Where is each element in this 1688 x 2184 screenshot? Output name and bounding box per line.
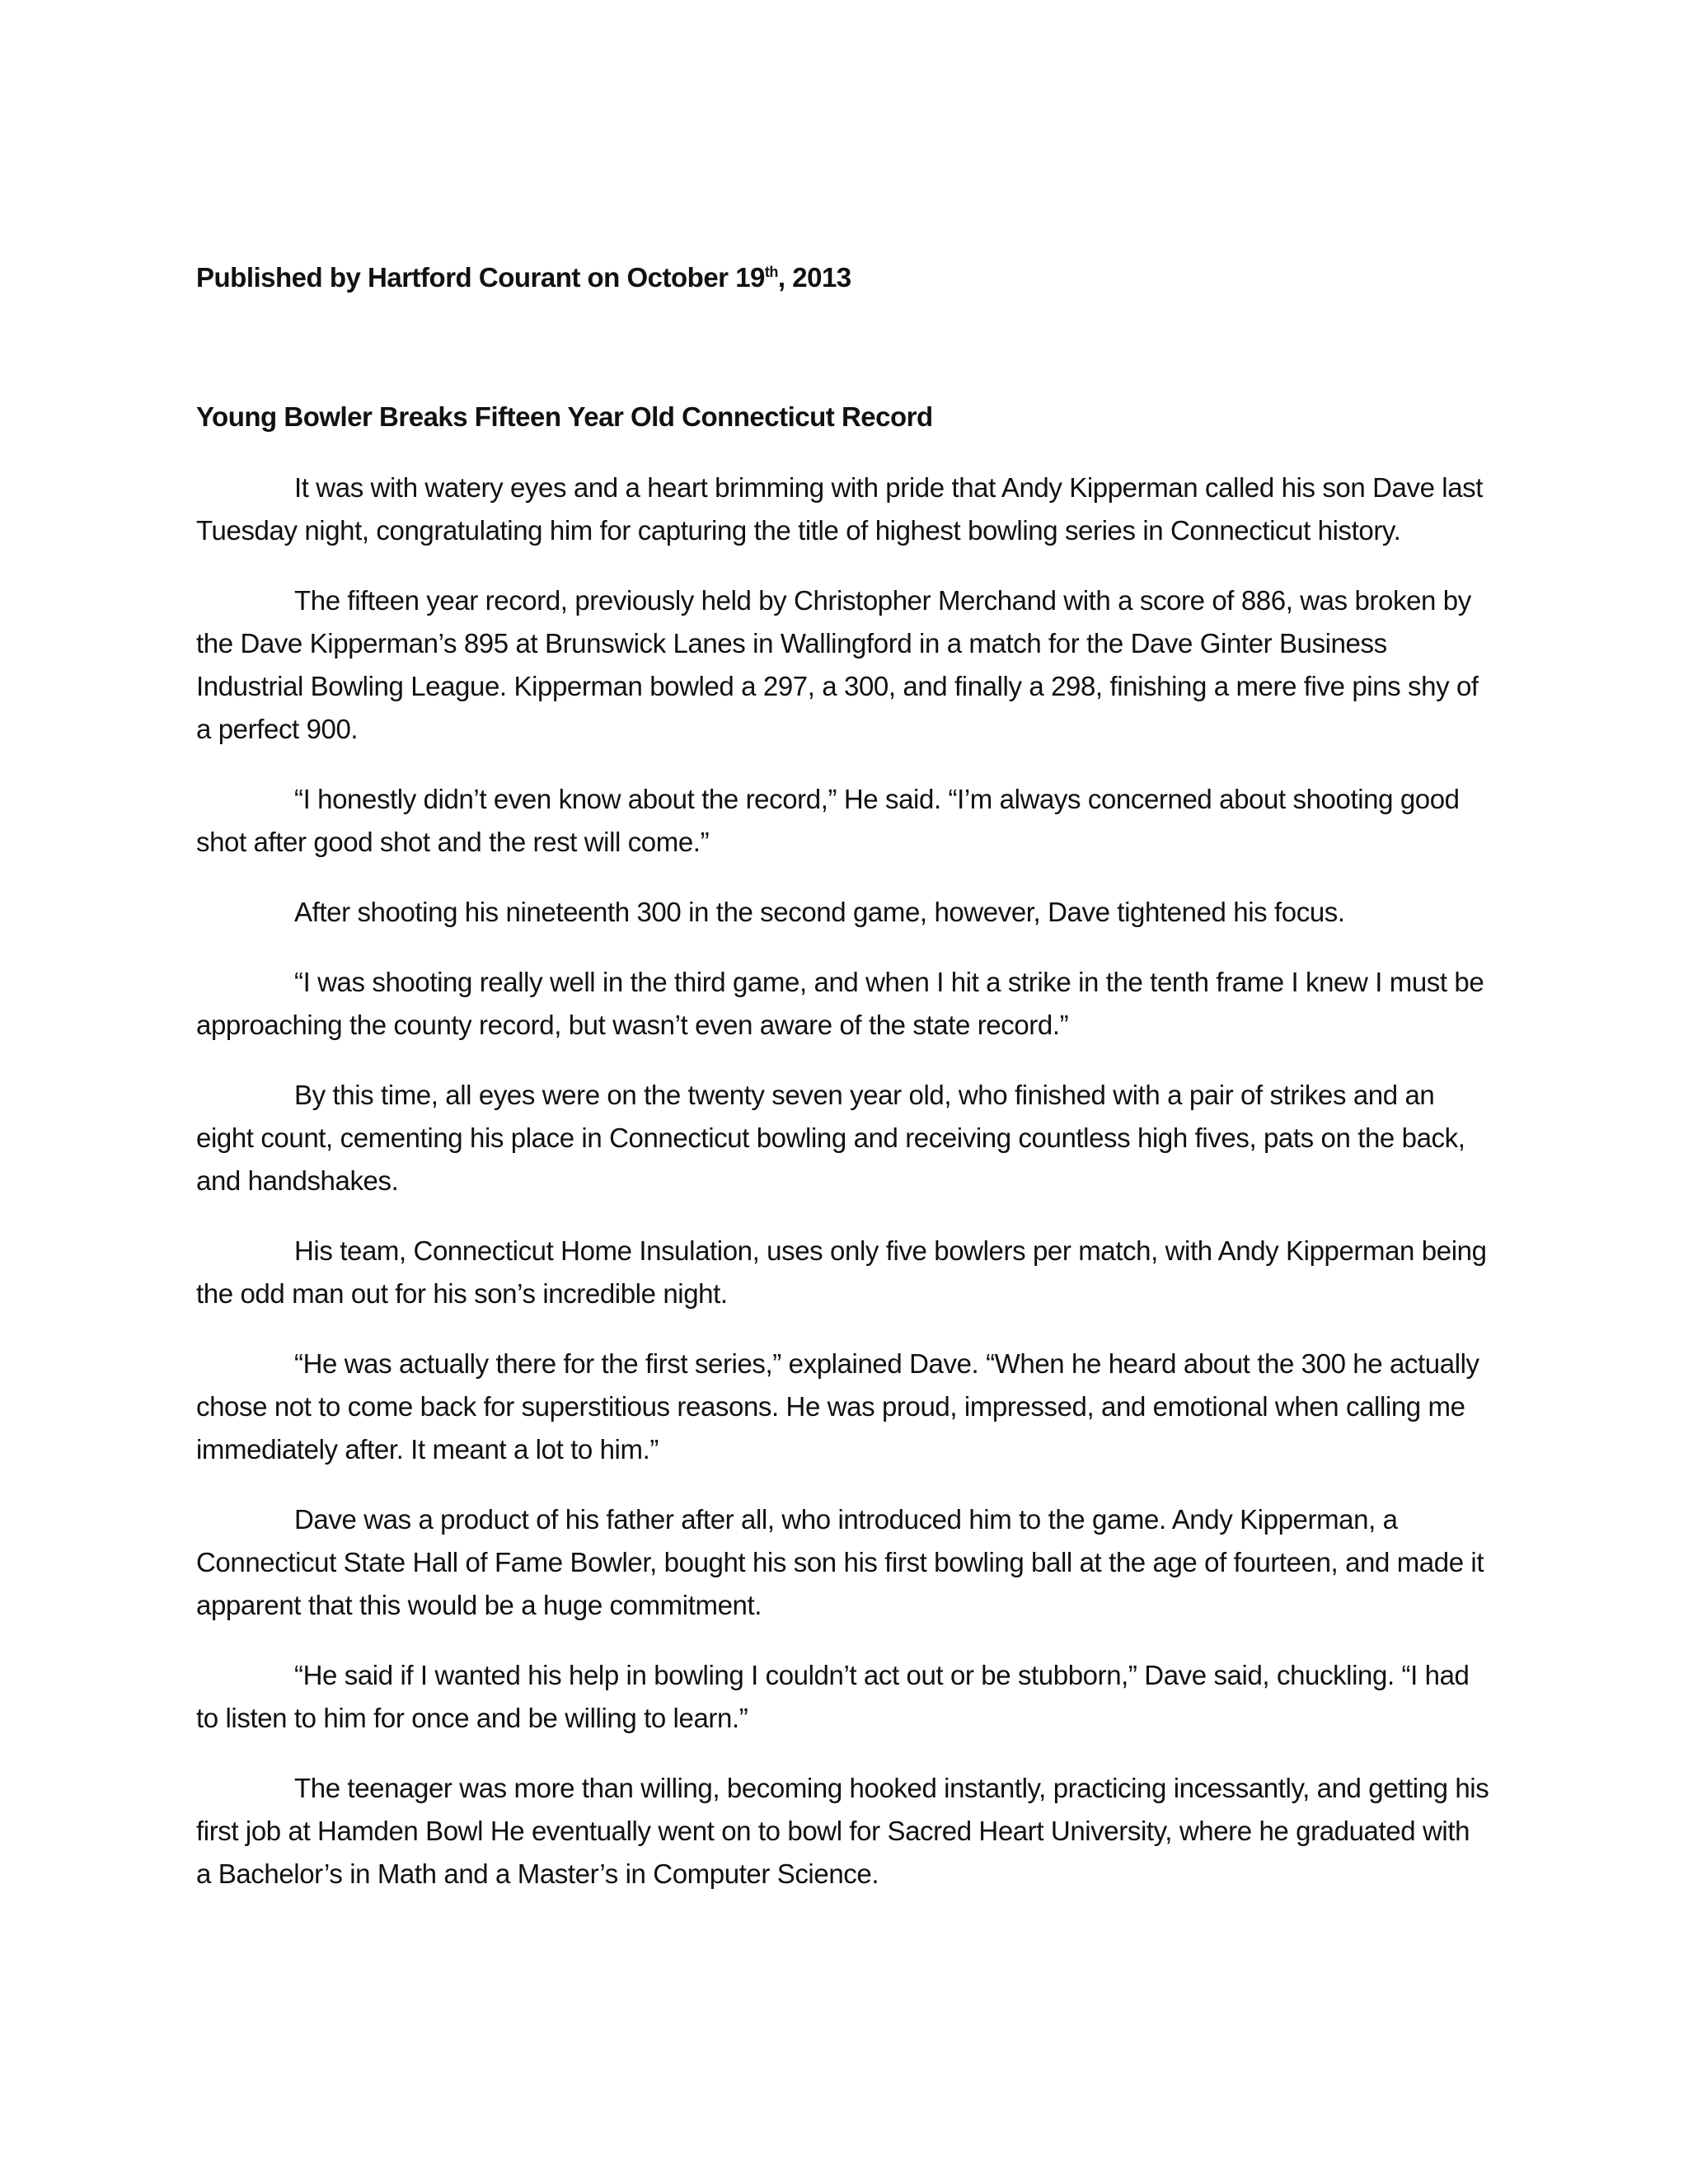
article-paragraph: “I honestly didn’t even know about the record,” He said. “I’m always concerned about shooting good shot after good shot and the rest will come.”: [196, 784, 1460, 857]
article-paragraph: After shooting his nineteenth 300 in the second game, however, Dave tightened his focus.: [294, 897, 1345, 927]
publication-prefix: Published by Hartford Courant on October 19: [196, 262, 765, 293]
article-paragraph: The fifteen year record, previously held by Christopher Merchand with a score of 886, was broken by the Dave Kipperman’s 895 at Brunswick Lanes in Wallingford in a match for the Dave Ginter Business Industrial Bowling League. Kipperman bowled a 297, a 300, and finally a 298, finishing a mere five pins shy of a perfect 900.: [196, 585, 1479, 744]
article-paragraph: By this time, all eyes were on the twenty seven year old, who finished with a pair of strikes and an eight count, cementing his place in Connecticut bowling and receiving countless high fives, pats on the back, and handshakes.: [196, 1080, 1465, 1196]
article-paragraph: It was with watery eyes and a heart brimming with pride that Andy Kipperman called his son Dave last Tuesday night, congratulating him for capturing the title of highest bowling series in Connecticut history.: [196, 472, 1484, 546]
article-paragraph: “He said if I wanted his help in bowling I couldn’t act out or be stubborn,” Dave said, chuckling. “I had to listen to him for once and be willing to learn.”: [196, 1660, 1470, 1733]
article-paragraph: Dave was a product of his father after all, who introduced him to the game. Andy Kipperman, a Connecticut State Hall of Fame Bowler, bought his son his first bowling ball at the age of fourteen, and made it apparent that this would be a huge commitment.: [196, 1504, 1484, 1620]
article-paragraph: “He was actually there for the first series,” explained Dave. “When he heard about the 300 he actually chose not to come back for superstitious reasons. He was proud, impressed, and emotional when calling me immediately after. It meant a lot to him.”: [196, 1348, 1479, 1465]
article-body: [196, 466, 1490, 1923]
publication-line: [196, 262, 851, 293]
publication-date-superscript: th: [764, 264, 778, 280]
publication-suffix: , 2013: [777, 262, 851, 293]
article-headline: Young Bowler Breaks Fifteen Year Old Connecticut Record: [196, 401, 933, 432]
article-paragraph: “I was shooting really well in the third game, and when I hit a strike in the tenth frame I knew I must be approaching the county record, but wasn’t even aware of the state record.”: [196, 967, 1484, 1040]
article-paragraph: His team, Connecticut Home Insulation, uses only five bowlers per match, with Andy Kipperman being the odd man out for his son’s incredible night.: [196, 1235, 1487, 1309]
article-paragraph: The teenager was more than willing, becoming hooked instantly, practicing incessantly, and getting his first job at Hamden Bowl He eventually went on to bowl for Sacred Heart University, where he graduated with a Bachelor’s in Math and a Master’s in Computer Science.: [196, 1773, 1489, 1889]
